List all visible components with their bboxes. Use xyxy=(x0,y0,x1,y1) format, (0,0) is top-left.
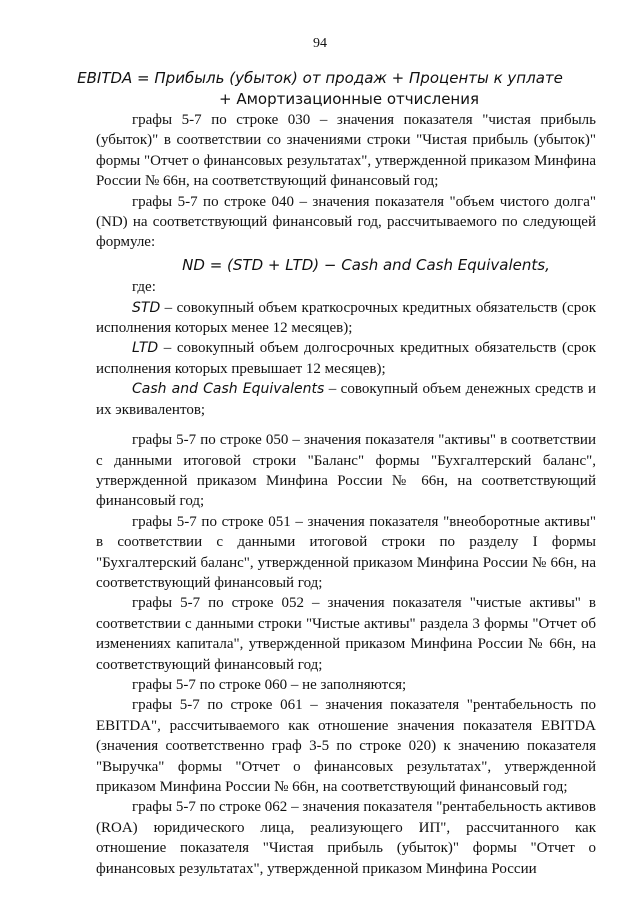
ebitda-formula-line2: + Амортизационные отчисления xyxy=(218,90,480,108)
paragraph-row-060: графы 5-7 по строке 060 – не заполняются; xyxy=(132,676,407,693)
paragraph-row-050: графы 5-7 по строке 050 – значения показателя "активы" в соответствии с данными итоговой строки "Баланс" формы "Бухгалтерский баланс", утвержденной приказом Минфина России № 66н, на соответствующий финансовый год; xyxy=(96,432,596,510)
paragraph-row-030: графы 5-7 по строке 030 – значения показателя "чистая прибыль (убыток)" в соответствии со значениями строки "Чистая прибыль (убыток)" формы "Отчет о финансовых результатах", утвержденной приказом Минфина России № 66н, на соответствующий финансовый год; xyxy=(96,112,596,190)
std-term: STD xyxy=(132,299,161,316)
document-body xyxy=(96,110,596,879)
paragraph-row-061: графы 5-7 по строке 061 – значения показателя "рентабельность по EBITDA", рассчитываемого как отношение значения показателя EBITDA (значения соответственно граф 3-5 по строке 020) к значению показателя "Выручка" формы "Отчет о финансовых результатах", утвержденной приказом Минфина России № 66н, на соответствующий финансовый год; xyxy=(96,697,596,795)
definition-ltd xyxy=(96,338,596,379)
cash-term: Cash and Cash Equivalents xyxy=(132,381,325,398)
page-number: 94 xyxy=(313,36,327,51)
definition-cash xyxy=(96,379,596,420)
nd-formula: ND = (STD + LTD) − Cash and Cash Equivalents, xyxy=(182,255,550,274)
paragraph-row-052: графы 5-7 по строке 052 – значения показателя "чистые активы" в соответствии с данными строки "Чистые активы" раздела 3 формы "Отчет об изменениях капитала", утвержденной приказом Минфина России № 66н, на соответствующий финансовый год; xyxy=(96,595,596,673)
cash-definition: – совокупный объем денежных средств и их эквивалентов; xyxy=(96,381,596,418)
paragraph-row-040: графы 5-7 по строке 040 – значения показателя "объем чистого долга" (ND) на соответствующий финансовый год, рассчитываемого по следующей формуле: xyxy=(96,193,596,251)
definition-std xyxy=(96,298,596,339)
ltd-term: LTD xyxy=(132,340,159,357)
where-label: где: xyxy=(132,279,156,296)
ltd-definition: – совокупный объем долгосрочных кредитных обязательств (срок исполнения которых превышает 12 месяцев); xyxy=(96,340,596,377)
paragraph-row-051: графы 5-7 по строке 051 – значения показателя "внеоборотные активы" в соответствии с данными итоговой строки по разделу I формы "Бухгалтерский баланс", утвержденной приказом Минфина России № 66н, на соответствующий финансовый год; xyxy=(96,513,596,591)
std-definition: – совокупный объем краткосрочных кредитных обязательств (срок исполнения которых менее 12 месяцев); xyxy=(96,299,596,337)
ebitda-formula-line1: EBITDA = Прибыль (убыток) от продаж + Проценты к уплате xyxy=(77,69,563,87)
paragraph-row-062: графы 5-7 по строке 062 – значения показателя "рентабельность активов (ROA) юридического лица, реализующего ИП", рассчитанного как отношение показателя "Чистая прибыль (убыток)" формы "Отчет о финансовых результатах", утвержденной приказом Минфина России xyxy=(96,799,596,877)
